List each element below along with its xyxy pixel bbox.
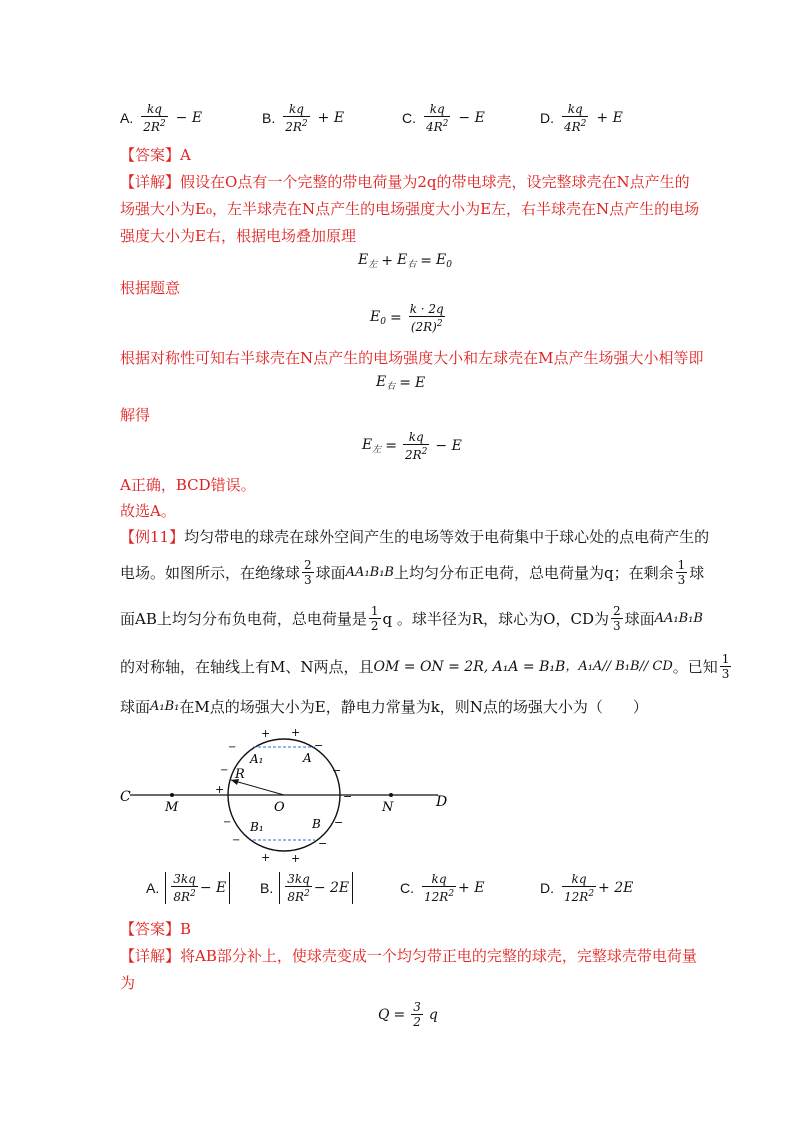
example-line-1: 【例11】均匀带电的球壳在球外空间产生的电场等效于电荷集中于球心处的点电荷产生的 <box>120 528 710 546</box>
option-d-bottom: D. $\frac{kq}{12R^2}$ + 2E <box>540 872 634 904</box>
option-b-top: B. $\frac{kq}{2R^2}$ + E <box>262 102 345 134</box>
formula-q: Q = $\frac{3}{2}$ q <box>378 1000 438 1029</box>
label-a: A <box>303 751 312 765</box>
detail-1-line-3: 强度大小为E右，根据电场叠加原理 <box>120 227 356 245</box>
fraction: $\frac{kq}{4R^2}$ <box>564 102 587 134</box>
sphere-figure <box>110 725 460 875</box>
label-r: R <box>235 767 245 782</box>
option-a-bottom: A. $\frac{3kq}{8R^2}$ − E <box>146 872 230 904</box>
answer-1: 【答案】A <box>120 146 191 164</box>
radius-line <box>231 780 284 795</box>
fraction-1-3: $\frac{1}{3}$ <box>677 558 686 587</box>
option-d-top: D. $\frac{kq}{4R^2}$ + E <box>540 102 623 134</box>
minus-sign: − <box>332 764 342 777</box>
detail-2-line-2: 为 <box>120 974 136 992</box>
option-c-top: C. $\frac{kq}{4R^2}$ − E <box>402 102 485 134</box>
text-by-problem: 根据题意 <box>120 279 181 297</box>
formula-superposition: $E_左$ + $E_右$ = $E_0$ <box>358 252 452 270</box>
detail-1-line-1: 【详解】假设在O点有一个完整的带电荷量为2q的带电球壳，设完整球壳在N点产生的 <box>120 173 690 191</box>
label-b1: B₁ <box>250 820 264 834</box>
text-solve: 解得 <box>120 406 151 424</box>
text-correct: A正确，BCD错误。 <box>120 476 256 494</box>
formula-e0: $E_0$ = $\frac{k \cdot 2q}{(2R)^2}$ <box>370 302 444 334</box>
plus-sign: + <box>261 851 271 864</box>
formula-e-right: $E_右$ = E <box>376 374 426 392</box>
point-m <box>170 793 174 797</box>
example-line-3: 面AB上均匀分布负电荷，总电荷量是 $\frac{1}{2}$ q 。球半径为R，球心为O，CD为 $\frac{2}{3}$ 球面 AA₁B₁B <box>120 604 703 633</box>
label-m: M <box>165 800 179 815</box>
minus-sign: − <box>232 835 241 846</box>
formula-e-left: $E_左$ = $\frac{kq}{2R^2}$ − E <box>362 430 462 462</box>
example-line-4: 的对称轴，在轴线上有M、N两点，且 OM = ON = 2R, A₁A = B₁B ，A₁A// B₁B// CD 。已知 $\frac{1}{3}$ <box>120 652 730 681</box>
minus-sign: − <box>334 816 344 829</box>
example-line-2: 电场。如图所示，在绝缘球 $\frac{2}{3}$ 球面 AA₁B₁B 上均匀分布正电荷，总电荷量为q；在剩余 $\frac{1}{3}$ 球 <box>120 558 705 587</box>
minus-sign: − <box>223 817 232 828</box>
label-n: N <box>382 800 394 815</box>
text-choose: 故选A。 <box>120 502 176 520</box>
label-b: B <box>312 817 321 831</box>
plus-sign: + <box>215 783 225 796</box>
label-c: C <box>120 789 131 805</box>
minus-sign: − <box>318 837 328 850</box>
answer-2: 【答案】B <box>120 920 192 938</box>
option-b-bottom: B. $\frac{3kq}{8R^2}$ − 2E <box>260 872 353 904</box>
fraction-1-2: $\frac{1}{2}$ <box>370 604 379 633</box>
label-d: D <box>436 794 448 810</box>
fraction: $\frac{kq}{4R^2}$ <box>426 102 449 134</box>
fraction: $\frac{kq}{2R^2}$ <box>285 102 308 134</box>
option-c-bottom: C. $\frac{kq}{12R^2}$ + E <box>400 872 485 904</box>
fraction-2-3-b: $\frac{2}{3}$ <box>612 604 621 633</box>
detail-2-line-1: 【详解】将AB部分补上，使球壳变成一个均匀带正电的完整的球壳，完整球壳带电荷量 <box>120 947 697 965</box>
detail-1-line-2: 场强大小为E₀，左半球壳在N点产生的电场强度大小为E左，右半球壳在N点产生的电场 <box>120 200 700 218</box>
example-line-5: 球面 A₁B₁ 在M点的场强大小为E，静电力常量为k，则N点的场强大小为（ ） <box>120 698 648 716</box>
option-a-top: A. $\frac{kq}{2R^2}$ − E <box>120 102 203 134</box>
label-o: O <box>274 800 285 815</box>
fraction: $\frac{kq}{2R^2}$ <box>143 102 166 134</box>
text-symmetry: 根据对称性可知右半球壳在N点产生的电场强度大小和左球壳在M点产生场强大小相等即 <box>120 349 704 367</box>
plus-sign: + <box>291 726 301 739</box>
plus-sign: + <box>291 852 301 865</box>
minus-sign: − <box>314 739 324 752</box>
minus-sign: − <box>220 765 229 776</box>
point-n <box>389 793 393 797</box>
fraction-1-3-b: $\frac{1}{3}$ <box>721 652 730 681</box>
label-a1: A₁ <box>250 752 264 766</box>
minus-sign: − <box>228 742 237 753</box>
fraction-2-3: $\frac{2}{3}$ <box>304 558 312 587</box>
minus-sign: − <box>343 790 353 803</box>
plus-sign: + <box>261 727 271 740</box>
